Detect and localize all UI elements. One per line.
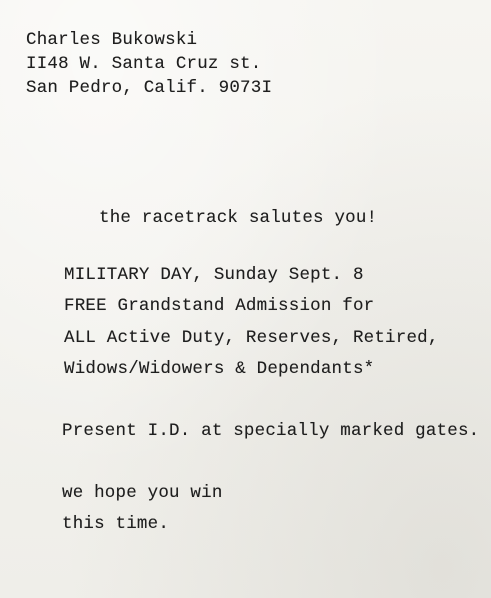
announcement-line-3: ALL Active Duty, Reserves, Retired, [64, 328, 439, 348]
announcement-line-1: MILITARY DAY, Sunday Sept. 8 [64, 265, 364, 285]
closing-line-1: we hope you win [62, 483, 223, 503]
instruction-line: Present I.D. at specially marked gates. [62, 421, 480, 441]
sender-name: Charles Bukowski [26, 30, 198, 50]
sender-city: San Pedro, Calif. 9073I [26, 78, 273, 98]
sender-street: II48 W. Santa Cruz st. [26, 54, 262, 74]
salutation-line: the racetrack salutes you! [99, 208, 378, 228]
closing-line-2: this time. [62, 514, 170, 534]
announcement-line-4: Widows/Widowers & Dependants* [64, 359, 375, 379]
announcement-line-2: FREE Grandstand Admission for [64, 296, 375, 316]
